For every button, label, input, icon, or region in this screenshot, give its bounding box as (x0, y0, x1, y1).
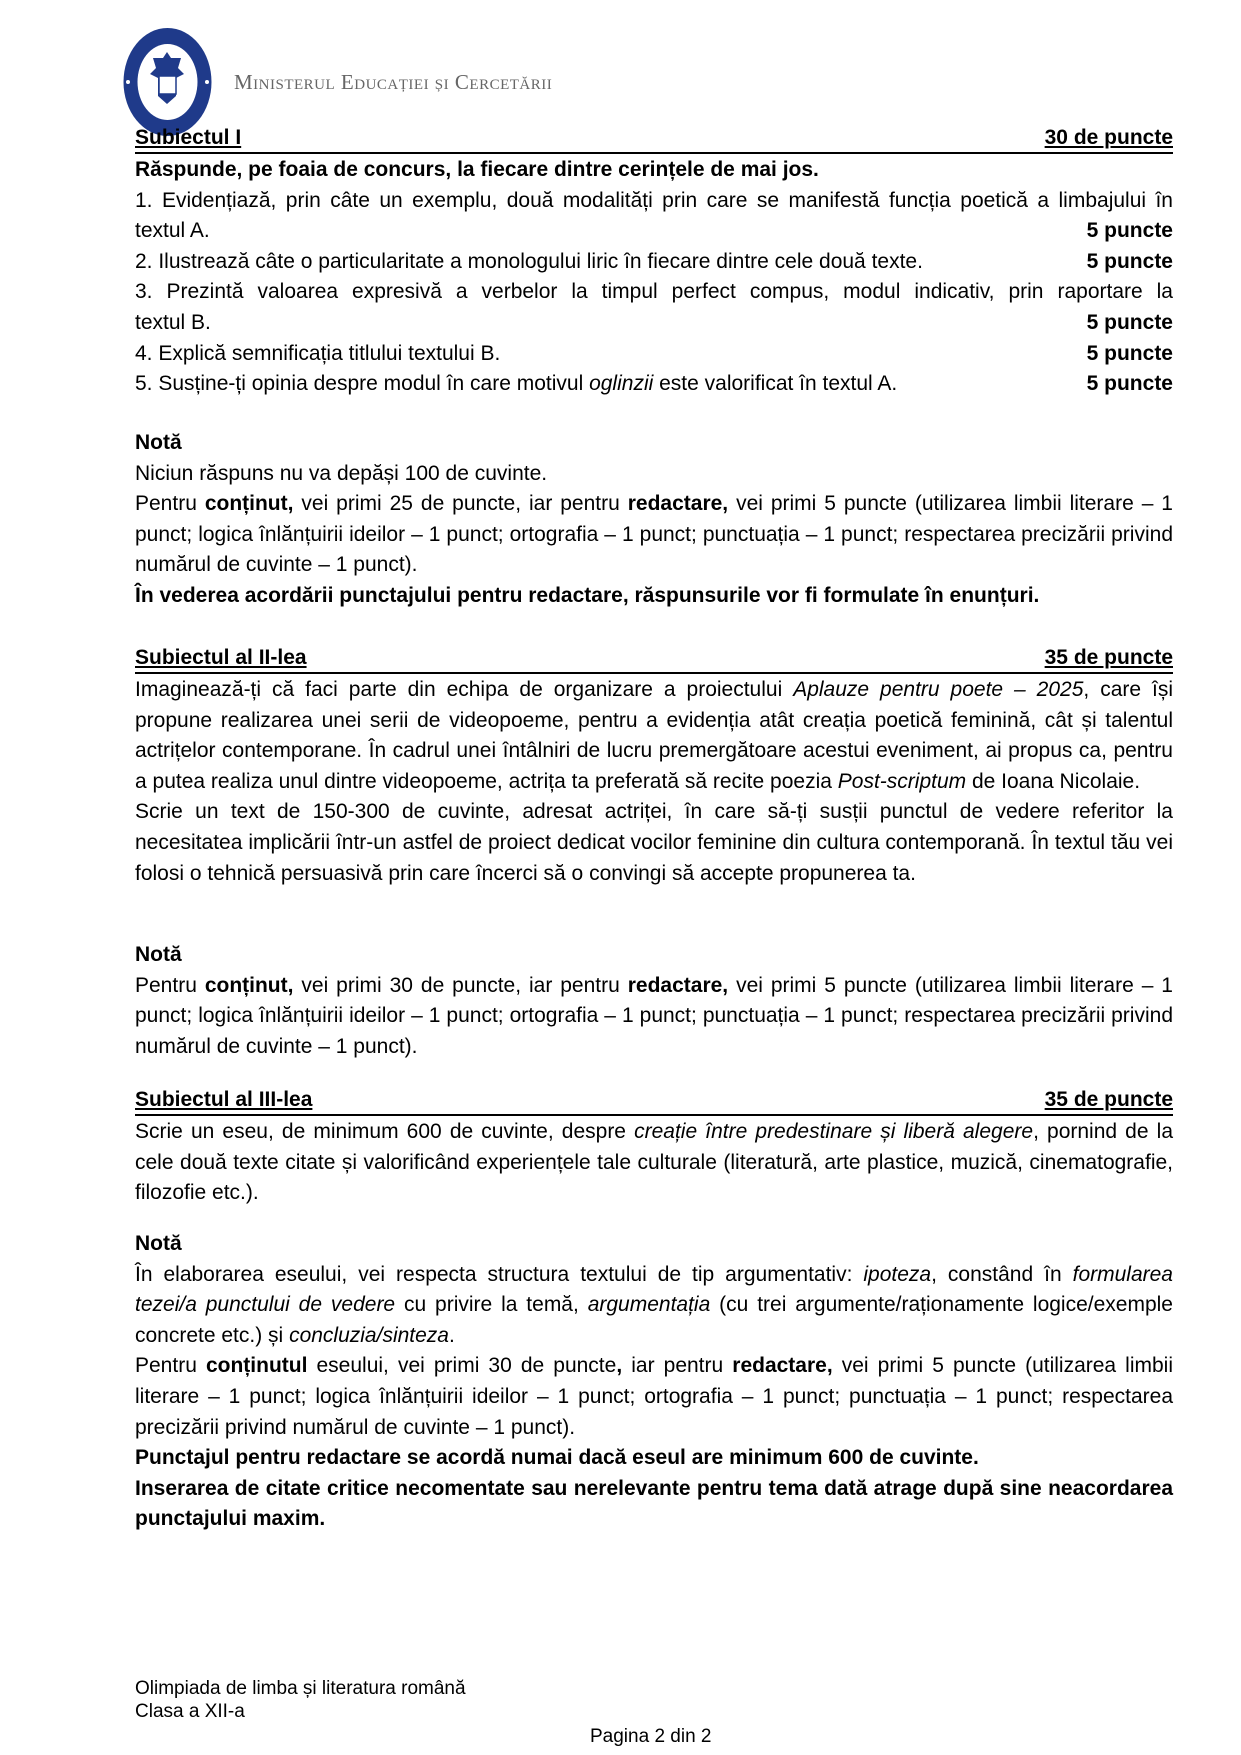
task-5-points: 5 puncte (1086, 372, 1173, 396)
note-structure: În elaborarea eseului, vei respecta structura textului de tip argumentativ: ipoteza, constând în formularea tezei/a punctului de vedere cu privire la temă, argumentația (cu trei argumente/raționamente logice/exemple concrete etc.) și concluzia/sinteza. (135, 1262, 1173, 1347)
note-scoring: Pentru conținutul eseului, vei primi 30 de puncte, iar pentru redactare, vei primi 5 puncte (utilizarea limbii literare – 1 punct; logica înlănțuirii ideilor – 1 punct; ortografia – 1 punct; punctuația – 1 punct; respectarea precizării privind numărul de cuvinte – 1 punct). (135, 1354, 1174, 1439)
government-seal-logo (122, 26, 213, 138)
subject-2-context: Imaginează-ți că faci parte din echipa de organizare a proiectului Aplauze pentru poete – 2025, care își propune realizarea unei serii de videopoeme, pentru a evidenția atât creația poetică feminină, cât și talentul actrițelor contemporane. În cadrul unei întâlniri de lucru premergătoare acestui eveniment, ai propus ca, pentru a putea realiza unul dintre videopoeme, actrița ta preferată să recite poezia Post-scriptum de Ioana Nicolaie. (135, 678, 1173, 793)
note-citations: Inserarea de citate critice necomentate sau nerelevante pentru tema dată atrage după sine neacordarea punctajului maxim. (135, 1476, 1173, 1531)
subject-1-title: Subiectul I (135, 126, 242, 149)
task-3: 3. Prezintă valoarea expresivă a verbelor la timpul perfect compus, modul indicativ, prin raportare la (135, 280, 1173, 304)
task-1-points: 5 puncte (1086, 219, 1173, 243)
task-3-text: textul B. (135, 310, 211, 334)
subject-3-points: 35 de puncte (1044, 1088, 1173, 1111)
subject-2-note (135, 940, 1173, 1062)
subject-2 (135, 644, 1173, 889)
subject-2-points: 35 de puncte (1044, 646, 1173, 669)
subject-1 (135, 124, 1173, 400)
task-5-text: 5. Susține-ți opinia despre modul în care motivul oglinzii este valorificat în textul A. (135, 372, 898, 396)
subject-1-header (135, 124, 1173, 154)
subject-2-task: Scrie un text de 150-300 de cuvinte, adresat actriței, în care să-ți susții punctul de vedere referitor la necesitatea implicării într-un astfel de proiect dedicat vocilor feminine din cultura contemporană. În textul tău vei folosi o tehnică persuasivă prin care încerci să o convingi să accepte propunerea ta. (135, 800, 1173, 885)
task-1-text: textul A. (135, 219, 210, 243)
subject-3-note (135, 1229, 1173, 1535)
task-5 (135, 369, 1173, 400)
note-title: Notă (135, 431, 182, 454)
subject-3-header (135, 1086, 1173, 1116)
note-word-limit: Niciun răspuns nu va depăși 100 de cuvinte. (135, 461, 548, 485)
note-title: Notă (135, 1232, 182, 1255)
note-sentences: În vederea acordării punctajului pentru redactare, răspunsurile vor fi formulate în enunțuri. (135, 583, 1040, 607)
note-minimum-words: Punctajul pentru redactare se acordă numai dacă eseul are minimum 600 de cuvinte. (135, 1446, 979, 1470)
note-scoring: Pentru conținut, vei primi 25 de puncte, iar pentru redactare, vei primi 5 puncte (utilizarea limbii literare – 1 punct; logica înlănțuirii ideilor – 1 punct; ortografia – 1 punct; punctuația – 1 punct; respectarea precizării privind numărul de cuvinte – 1 punct). (135, 492, 1173, 577)
task-2-points: 5 puncte (1086, 249, 1173, 273)
page-number: Pagina 2 din 2 (590, 1726, 712, 1747)
note-scoring: Pentru conținut, vei primi 30 de puncte, iar pentru redactare, vei primi 5 puncte (utilizarea limbii literare – 1 punct; logica înlănțuirii ideilor – 1 punct; ortografia – 1 punct; punctuația – 1 punct; respectarea precizării privind numărul de cuvinte – 1 punct). (135, 973, 1173, 1058)
task-4 (135, 339, 1173, 370)
task-4-points: 5 puncte (1086, 341, 1173, 365)
footer-olympiad: Olimpiada de limba și literatura română (135, 1678, 466, 1699)
task-2-text: 2. Ilustrează câte o particularitate a monologului liric în fiecare dintre cele două texte. (135, 249, 923, 273)
task-3-cont (135, 308, 1173, 339)
task-4-text: 4. Explică semnificația titlului textului B. (135, 341, 501, 365)
task-2 (135, 247, 1173, 278)
subject-3-task: Scrie un eseu, de minimum 600 de cuvinte, despre creație între predestinare și liberă alegere, pornind de la cele două texte citate și valorificând experiențele tale culturale (literatură, arte plastice, muzică, cinematografie, filozofie etc.). (135, 1120, 1173, 1205)
ministry-name: Ministerul Educației și Cercetării (234, 70, 553, 94)
instruction: Răspunde, pe foaia de concurs, la fiecare dintre cerințele de mai jos. (135, 158, 819, 181)
subject-1-note (135, 428, 1173, 612)
task-1: 1. Evidențiază, prin câte un exemplu, două modalități prin care se manifestă funcția poetică a limbajului în (135, 188, 1173, 212)
subject-3-title: Subiectul al III-lea (135, 1088, 313, 1111)
subject-1-points: 30 de puncte (1044, 126, 1173, 149)
subject-2-title: Subiectul al II-lea (135, 646, 307, 669)
task-1-cont (135, 216, 1173, 247)
note-title: Notă (135, 943, 182, 966)
footer-grade: Clasa a XII-a (135, 1701, 245, 1722)
subject-2-header (135, 644, 1173, 674)
task-3-points: 5 puncte (1086, 310, 1173, 334)
subject-3 (135, 1086, 1173, 1209)
